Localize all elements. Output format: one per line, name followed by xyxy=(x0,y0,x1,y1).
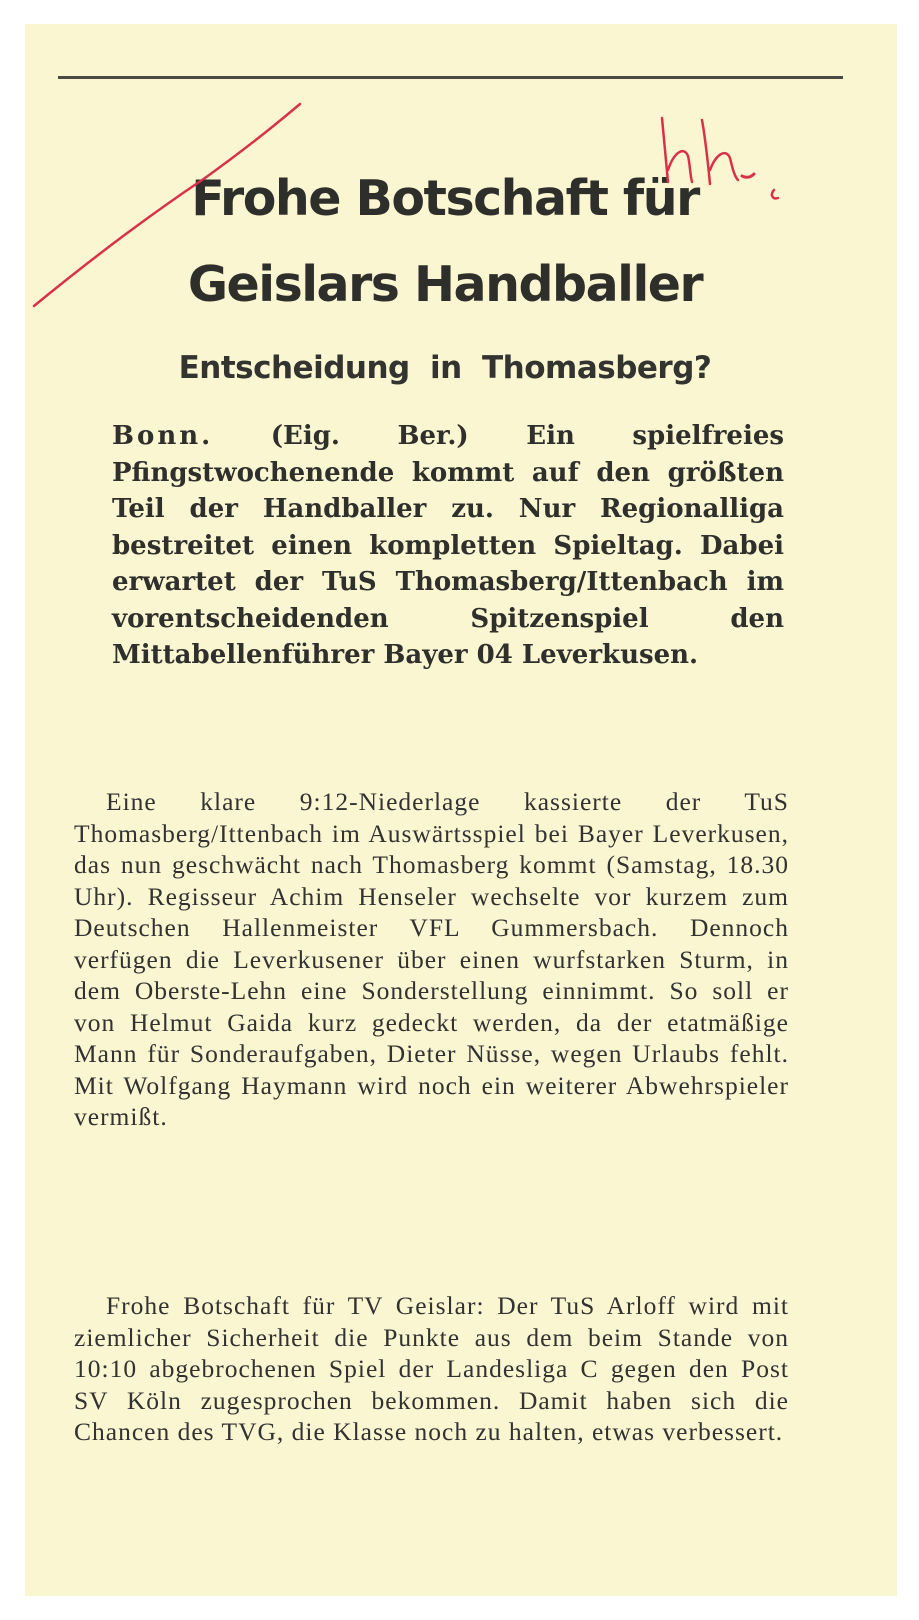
subheadline: Entscheidung in Thomasberg? xyxy=(178,350,712,386)
handwritten-initials xyxy=(650,90,800,200)
dateline: Bonn. xyxy=(112,421,214,451)
lead-text: (Eig. Ber.) Ein spielfreies Pfingstwochenende kommt auf den größten Teil der Handballer zu. Nur Regionalliga bestreitet einen kompletten Spieltag. Dabei erwartet der TuS Thomasberg/Ittenbach im vorentscheidenden Spitzenspiel den Mittabellenführer Bayer 04 Leverkusen. xyxy=(112,421,784,670)
lead-paragraph xyxy=(112,418,784,674)
body-paragraph-2: Frohe Botschaft für TV Geislar: Der TuS Arloff wird mit ziemlicher Sicherheit die Punkte aus dem beim Stande von 10:10 abgebrochenen Spiel der Landesliga C gegen den Post SV Köln zugesprochen bekommen. Damit haben sich die Chancen des TVG, die Klasse noch zu halten, etwas verbessert. xyxy=(74,1291,789,1446)
body-paragraph-1: Eine klare 9:12-Niederlage kassierte der TuS Thomasberg/Ittenbach im Auswärtsspiel bei Bayer Leverkusen, das nun geschwächt nach Thomasberg kommt (Samstag, 18.30 Uhr). Regisseur Achim Henseler wechselte vor kurzem zum Deutschen Hallenmeister VFL Gummersbach. Dennoch verfügen die Leverkusener über einen wurfstarken Sturm, in dem Oberste-Lehn eine Sonderstellung einnimmt. So soll er von Helmut Gaida kurz gedeckt werden, da der etatmäßige Mann für Sonderaufgaben, Dieter Nüsse, wegen Urlaubs fehlt. Mit Wolfgang Haymann wird noch ein weiterer Abwehrspieler vermißt. xyxy=(74,787,789,1131)
headline-line-2: Geislars Handballer xyxy=(187,256,703,313)
headline-line-1: Frohe Botschaft für xyxy=(191,170,699,227)
column-rule xyxy=(58,76,843,79)
